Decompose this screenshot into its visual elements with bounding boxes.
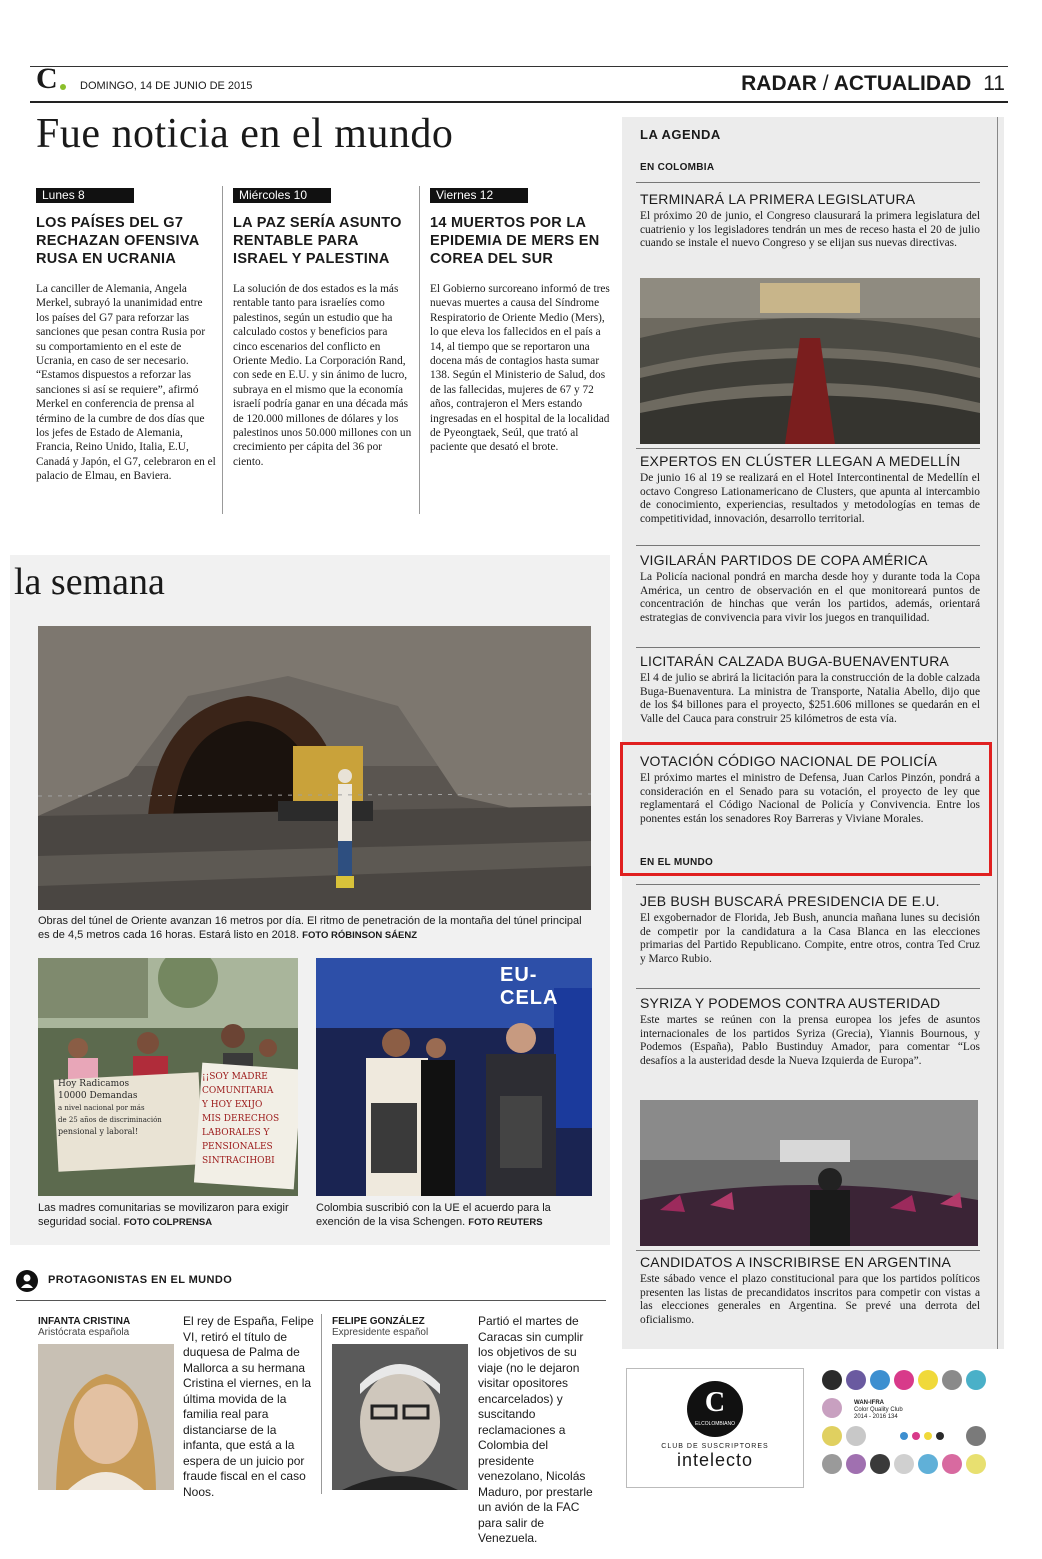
section-header: [700, 72, 1005, 96]
sign-line: Hoy Radicamos: [58, 1079, 130, 1089]
story-headline: EXPERTOS EN CLÚSTER LLEGAN A MEDELLÍN: [640, 453, 961, 469]
congress-photo: [640, 278, 980, 444]
photo-credit: FOTO REUTERS: [468, 1217, 543, 1228]
protest-caption: [38, 1201, 298, 1230]
protest-photo: [38, 958, 298, 1196]
rally-photo: [640, 1100, 978, 1246]
story-body: El próximo martes el ministro de Defensa, Juan Carlos Pinzón, pondrá a consideración en el Senado para su votación, el proyecto de ley que reglamentará el Código Nacional de Policía y Convivencia. Entre los ponentes están los senadores Roy Barreras y Viviane Morales.: [640, 772, 980, 825]
story-body: El próximo 20 de junio, el Congreso clausurará la primera legislatura del cuatrienio y los legisladores tendrán un mes de receso hasta el 20 de julio cuando se instale el nuevo Congreso y se elijan sus nuevas directivas.: [640, 210, 980, 250]
signing-caption: [316, 1201, 592, 1230]
person-name: FELIPE GONZÁLEZ: [332, 1316, 425, 1327]
column-divider: [419, 186, 420, 514]
story-divider: [636, 448, 980, 449]
sign-line: 10000 Demandas: [58, 1091, 138, 1101]
story-divider: [636, 1250, 980, 1251]
tunnel-caption: [38, 914, 591, 943]
person-card-gonzalez: [332, 1316, 472, 1490]
highlight-box: [620, 742, 992, 876]
sign-line: de 25 años de discriminación: [58, 1116, 162, 1124]
page-number: 11: [983, 72, 1005, 95]
protagonistas-rule: [16, 1300, 606, 1301]
mundo-column-monday: [36, 186, 216, 484]
agenda-story: [640, 994, 980, 1068]
story-headline: VOTACIÓN CÓDIGO NACIONAL DE POLICÍA: [640, 753, 938, 769]
day-label: Lunes 8: [36, 188, 134, 203]
sign-line: MIS DERECHOS: [202, 1114, 280, 1124]
wan-line: Color Quality Club: [854, 1407, 903, 1413]
story-body: La Policía nacional pondrá en marcha desde hoy y durante toda la Copa América, un centro de observación en el que monitoreará puntos de concentración de hinchas que verán los partidos, además, orientará estrategias de convivencia para vivir los juegos en tranquilidad.: [640, 571, 980, 624]
agenda-story: [640, 892, 980, 966]
story-headline: JEB BUSH BUSCARÁ PRESIDENCIA DE E.U.: [640, 893, 940, 909]
signing-photo: [316, 958, 592, 1196]
story-body: El 4 de julio se abrirá la licitación para la construcción de la doble calzada Buga-Buenaventura. La ministra de Transporte, Natalia Abello, dijo que de los $4 billones para el proyecto, $251.606 millones se quedarán en el Valle del Cauca para construir 25 kilómetros de esta vía.: [640, 672, 980, 725]
column-headline: 14 MUERTOS POR LA EPIDEMIA DE MERS EN COREA DEL SUR: [430, 215, 600, 267]
eu-celac-banner: EU-CELA: [500, 964, 559, 1009]
mundo-label: EN EL MUNDO: [640, 857, 714, 868]
person-text: El rey de España, Felipe VI, retiró el título de duquesa de Palma de Mallorca a su hermana Cristina el viernes, en la última movida de la familia real para distanciarse de la infanta, que está a la espera de un juicio por fraude fiscal en el caso Noos.: [183, 1314, 314, 1499]
agenda-story: [640, 551, 980, 625]
wan-line: WAN-IFRA: [854, 1400, 884, 1406]
person-photo: [332, 1344, 472, 1490]
wan-ifra-text: [854, 1400, 903, 1421]
person-name: INFANTA CRISTINA: [38, 1316, 131, 1327]
sign-line: pensional y laboral!: [58, 1127, 139, 1136]
story-headline: LICITARÁN CALZADA BUGA-BUENAVENTURA: [640, 653, 950, 669]
mundo-column-friday: [430, 186, 610, 455]
club-label: CLUB DE SUSCRIPTORES: [661, 1443, 769, 1450]
person-role: Aristócrata española: [38, 1327, 130, 1338]
column-body: La canciller de Alemania, Angela Merkel, subrayó la unanimidad entre los países del G7 para reforzar las sanciones que pesan contra Rusia por su comportamiento en el este de Ucrania, en caso de ser necesario. “Estamos dispuestos a reforzar las sanciones si así se requiere”, afirmó Merkel en conferencia de prensa al término de la cumbre de dos días que los jefes de Estado de Alemania, Francia, Reino Unido, Italia, E.U, Canadá y Japón, el G7, celebraron en el palacio de Elmau, en Baviera.: [36, 283, 216, 483]
story-divider: [636, 647, 980, 648]
club-logo: C: [704, 1387, 726, 1418]
sign-line: PENSIONALES: [202, 1142, 273, 1152]
club-brand: intelecto: [676, 1450, 754, 1470]
top-rule: [30, 66, 1008, 67]
person-icon: [16, 1270, 38, 1292]
tunnel-photo: [38, 626, 591, 910]
colombia-label: EN COLOMBIA: [640, 162, 715, 173]
newspaper-logo: C: [36, 62, 58, 95]
wan-line: 2014 - 2016 134: [854, 1414, 898, 1420]
story-divider: [636, 988, 980, 989]
sign-line: LABORALES Y: [202, 1128, 270, 1138]
sign-line: SINTRACIHOBI: [202, 1156, 275, 1166]
day-label: Miércoles 10: [233, 188, 331, 203]
story-body: Este martes se reúnen con la prensa europea los jefes de asuntos internacionales de los partidos Syriza (Grecia), Yiannis Bournous, y Podemos (España), Pablo Bustinduy Amador, para comentar “Los desafíos a la austeridad desde la Nueva Izquierda de Europa”.: [640, 1014, 980, 1067]
column-headline: LOS PAÍSES DEL G7 RECHAZAN OFENSIVA RUSA EN UCRANIA: [36, 215, 199, 267]
person-photo: [38, 1344, 178, 1490]
photo-credit: FOTO COLPRENSA: [123, 1217, 213, 1228]
story-body: El exgobernador de Florida, Jeb Bush, anuncia mañana lunes su decisión de competir por la candidatura a la Casa Blanca en las elecciones primarias del Partido Republicano. Compite, entre otros, contra Ted Cruz y Marco Rubio.: [640, 912, 980, 965]
subsection-name: ACTUALIDAD: [833, 72, 972, 95]
column-divider: [222, 186, 223, 514]
caption-text: Obras del túnel de Oriente avanzan 16 metros por día. El ritmo de penetración de la montaña del túnel principal es de 4,5 metros cada 16 horas. Estará listo en 2018.: [38, 915, 582, 941]
column-headline: LA PAZ SERÍA ASUNTO RENTABLE PARA ISRAEL Y PALESTINA: [233, 215, 402, 267]
club-logo-small: ELCOLOMBIANO: [694, 1421, 735, 1427]
person-role: Expresidente español: [332, 1327, 429, 1338]
agenda-border: [997, 117, 998, 1349]
story-headline: CANDIDATOS A INSCRIBIRSE EN ARGENTINA: [640, 1254, 952, 1270]
person-text: Partió el martes de Caracas sin cumplir los objetivos de su viaje (no le dejaron visitar opositores encarcelados) y suscitando reclamaciones a Colombia del presidente venezolano, Nicolás Maduro, por prestarle un avión de la FAC para salir de Venezuela.: [478, 1314, 593, 1545]
sign-line: COMUNITARIA: [202, 1086, 274, 1096]
photo-credit: FOTO RÓBINSON SÁENZ: [302, 930, 418, 941]
story-headline: SYRIZA Y PODEMOS CONTRA AUSTERIDAD: [640, 995, 941, 1011]
mundo-title: Fue noticia en el mundo: [36, 111, 454, 157]
sign-line: a nivel nacional por más: [58, 1104, 145, 1112]
sign-line: ¡¡SOY MADRE: [202, 1072, 268, 1082]
mundo-column-wednesday: [233, 186, 413, 469]
story-headline: TERMINARÁ LA PRIMERA LEGISLATURA: [640, 191, 916, 207]
agenda-story: [640, 1253, 980, 1327]
column-body: La solución de dos estados es la más rentable tanto para israelíes como palestinos, según un estudio que ha calculado costos y beneficios para cinco escenarios del conflicto en Oriente Medio. La Corporación Rand, con sede en E.U. y sin ánimo de lucro, subraya en el mismo que la economía israelí podría ganar en una década más de 120.000 millones de dólares y los palestinos unos 50.000 millones con un crecimiento per cápita del 36 por ciento.: [233, 283, 412, 468]
protagonistas-title: PROTAGONISTAS EN EL MUNDO: [48, 1274, 233, 1286]
story-headline: VIGILARÁN PARTIDOS DE COPA AMÉRICA: [640, 552, 928, 568]
story-divider: [636, 545, 980, 546]
caption-text: Las madres comunitarias se movilizaron para exigir seguridad social.: [38, 1202, 289, 1228]
story-divider: [636, 182, 980, 183]
club-logo-circle: [687, 1381, 743, 1437]
agenda-story: [640, 190, 980, 251]
header-rule: [30, 101, 1008, 103]
story-divider: [636, 884, 980, 885]
agenda-story: [640, 452, 980, 526]
logo-dot: [60, 84, 66, 90]
protest-sign-left: [58, 1078, 198, 1138]
day-label: Viernes 12: [430, 188, 528, 203]
caption-text: Colombia suscribió con la UE el acuerdo para la exención de la visa Schengen.: [316, 1202, 551, 1228]
story-body: Este sábado vence el plazo constitucional para que los partidos políticos presenten las listas de precandidatos inscritos para competir con vistas a las elecciones generales en Argentina. Se prevé una derrota del oficialismo.: [640, 1273, 980, 1326]
agenda-story: [640, 652, 980, 726]
person-divider: [321, 1314, 322, 1494]
issue-date: DOMINGO, 14 DE JUNIO DE 2015: [80, 80, 253, 92]
club-ad: [626, 1368, 804, 1488]
sign-line: Y HOY EXIJO: [202, 1100, 263, 1110]
agenda-title: LA AGENDA: [640, 127, 721, 142]
column-body: El Gobierno surcoreano informó de tres nuevas muertes a causa del Síndrome Respiratorio de Oriente Medio (Mers), lo que eleva los fallecidos en el país a 14, al tiempo que se reportaron una docena más de contagios hasta sumar 138. Según el Ministerio de Salud, dos de las fallecidas, mujeres de 67 y 72 años, contrajeron el Mers estando ingresadas en el hospital de la localidad de Pyeongtaek, Seúl, que trató al paciente que desató el brote.: [430, 283, 610, 454]
wan-ifra-ad: [820, 1368, 996, 1486]
story-body: De junio 16 al 19 se realizará en el Hotel Intercontinental de Medellín el octavo Congreso Lationamericano de Clusters, que apunta al intercambio de conocimiento, experiencias, resultados y metodologías en temas de competitividad, innovación, desarrollo territorial.: [640, 472, 980, 525]
semana-title: la semana: [14, 561, 165, 603]
person-card-infanta: [38, 1316, 178, 1490]
section-name: RADAR: [741, 72, 817, 95]
protest-sign-right: [202, 1070, 296, 1168]
section-slash: /: [822, 72, 829, 95]
